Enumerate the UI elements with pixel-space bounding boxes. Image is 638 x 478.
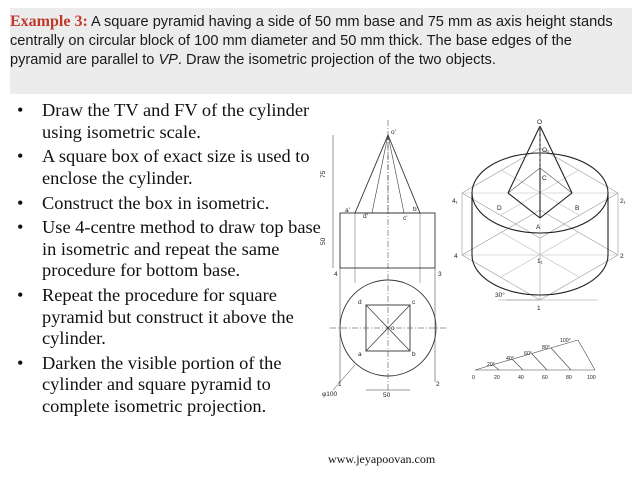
step-text: Repeat the procedure for square pyramid but construct it above the cylinder. [42, 285, 294, 349]
footer-url: www.jeyapoovan.com [328, 452, 436, 466]
label-4-1: 4₁ [452, 198, 458, 205]
isometric-scale-labels [472, 338, 596, 381]
bullet-icon: • [17, 146, 24, 167]
label-4: 4 [454, 253, 458, 260]
label-o1: O₁ [542, 147, 550, 154]
step-text: Darken the visible portion of the cylinder and square pyramid to complete isometric projection. [42, 352, 282, 416]
label-d: d [358, 299, 362, 306]
label-2: 2 [620, 253, 624, 260]
iso-80: 80° [542, 345, 550, 351]
label-b-prime: b' [413, 206, 418, 213]
bullet-icon: • [17, 192, 24, 213]
orthographic-views [330, 120, 446, 390]
step-text: A square box of exact size is used to enclose the cylinder. [42, 146, 310, 188]
label-iso-a: A [536, 224, 541, 231]
problem-tail: . Draw the isometric projection of the two objects. [177, 52, 496, 68]
example-label: Example 3: [10, 13, 88, 30]
label-iso-b: B [575, 205, 580, 212]
label-3: 3 [438, 271, 442, 278]
label-2: 2 [436, 381, 440, 388]
scale-40: 40 [518, 375, 524, 381]
iso-40: 40° [506, 356, 514, 362]
fv-pyramid [355, 135, 420, 213]
label-o: o [391, 325, 395, 332]
iso-60: 60° [524, 351, 532, 357]
dim-75: 75 [320, 170, 327, 178]
dia-leader [333, 365, 355, 390]
bullet-icon: • [17, 100, 24, 120]
fv-edge [372, 135, 388, 213]
label-30deg: 30° [495, 292, 505, 299]
label-dia: φ100 [322, 391, 338, 398]
dim-side-50: 50 [383, 392, 391, 399]
bullet-icon: • [17, 217, 24, 238]
scale-20: 20 [494, 375, 500, 381]
label-c: c [412, 299, 416, 306]
label-c-prime: c' [403, 215, 408, 222]
fv-cylinder [340, 213, 435, 268]
label-d-prime: d' [363, 213, 368, 220]
label-a: a [358, 351, 362, 358]
label-1: 1 [537, 305, 541, 312]
label-4: 4 [334, 271, 338, 278]
step-text: Construct the box in isometric. [42, 192, 270, 213]
scale-0: 0 [472, 375, 475, 381]
dim-50: 50 [320, 237, 327, 245]
label-2-1: 2₁ [620, 198, 626, 205]
problem-vp: VP [158, 52, 178, 68]
bullet-icon: • [17, 285, 24, 306]
isometric-labels [452, 119, 627, 312]
isometric-view [462, 126, 618, 300]
scale-60: 60 [542, 375, 548, 381]
iso-pyramid-edge [508, 193, 540, 218]
label-a-prime: a' [345, 207, 350, 214]
step-text: Use 4-centre method to draw top base in isometric and repeat the same procedure for bottom base. [42, 217, 321, 281]
problem-text: A square pyramid having a side of 50 mm base and 75 mm as axis height stands centrally on circular block of 100 mm diameter and 50 mm thick. The base edges of the pyramid are parallel to [10, 14, 613, 68]
label-1-1: 1₁ [537, 258, 543, 265]
bullet-icon: • [17, 352, 24, 373]
scale-100: 100 [587, 375, 596, 381]
scale-80: 80 [566, 375, 572, 381]
iso-20: 20° [487, 362, 495, 368]
fv-edge [388, 135, 404, 213]
label-iso-c: C [542, 175, 547, 182]
step-text: Draw the TV and FV of the cylinder using isometric scale. [42, 100, 310, 142]
label-1: 1 [338, 381, 342, 388]
label-b: b [412, 351, 416, 358]
label-o-prime: o' [391, 129, 396, 136]
iso-100: 100° [560, 338, 571, 344]
iso-pyramid-edge [540, 193, 572, 218]
label-iso-d: D [497, 205, 502, 212]
label-apex: O [537, 119, 543, 126]
